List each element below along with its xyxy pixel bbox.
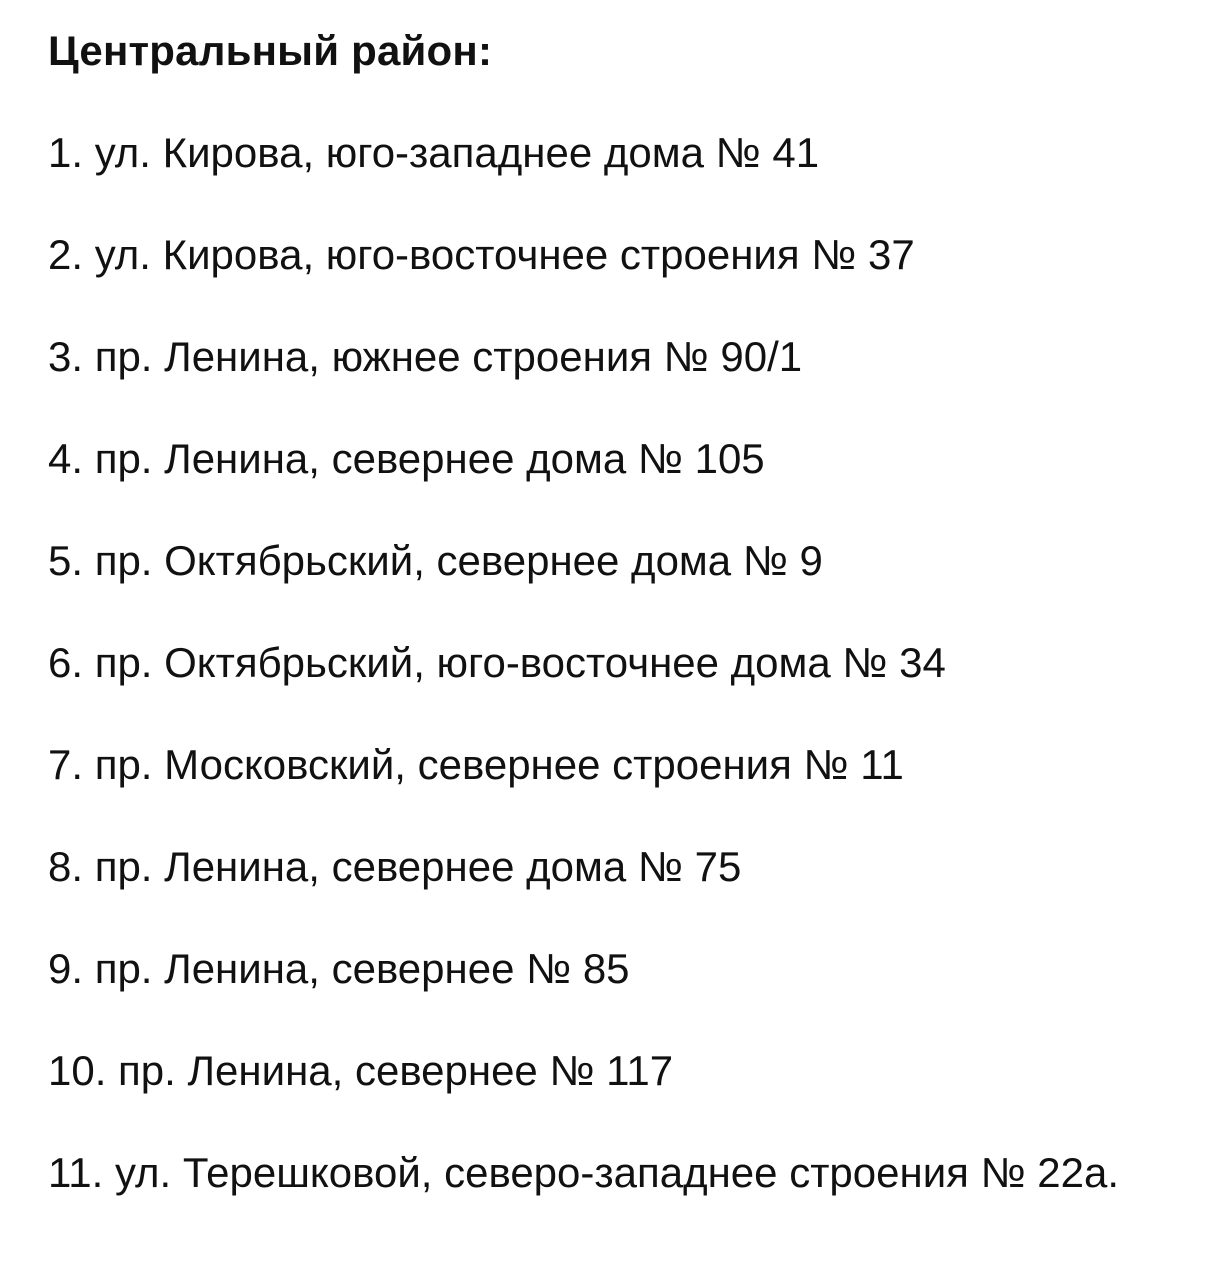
list-item: 6. пр. Октябрьский, юго-восточнее дома № 34 xyxy=(48,639,946,686)
list-item: 10. пр. Ленина, севернее № 117 xyxy=(48,1047,674,1094)
list-item: 9. пр. Ленина, севернее № 85 xyxy=(48,945,630,992)
list-item: 2. ул. Кирова, юго-восточнее строения № 37 xyxy=(48,231,915,278)
list-item: 3. пр. Ленина, южнее строения № 90/1 xyxy=(48,333,803,380)
list-item: 11. ул. Терешковой, северо-западнее строения № 22а. xyxy=(48,1149,1120,1196)
list-item: 5. пр. Октябрьский, севернее дома № 9 xyxy=(48,537,823,584)
address-list xyxy=(48,124,1164,1202)
list-item: 1. ул. Кирова, юго-западнее дома № 41 xyxy=(48,129,820,176)
list-item: 4. пр. Ленина, севернее дома № 105 xyxy=(48,435,765,482)
district-heading: Центральный район: xyxy=(48,27,493,74)
list-item: 8. пр. Ленина, севернее дома № 75 xyxy=(48,843,742,890)
list-item: 7. пр. Московский, севернее строения № 11 xyxy=(48,741,904,788)
